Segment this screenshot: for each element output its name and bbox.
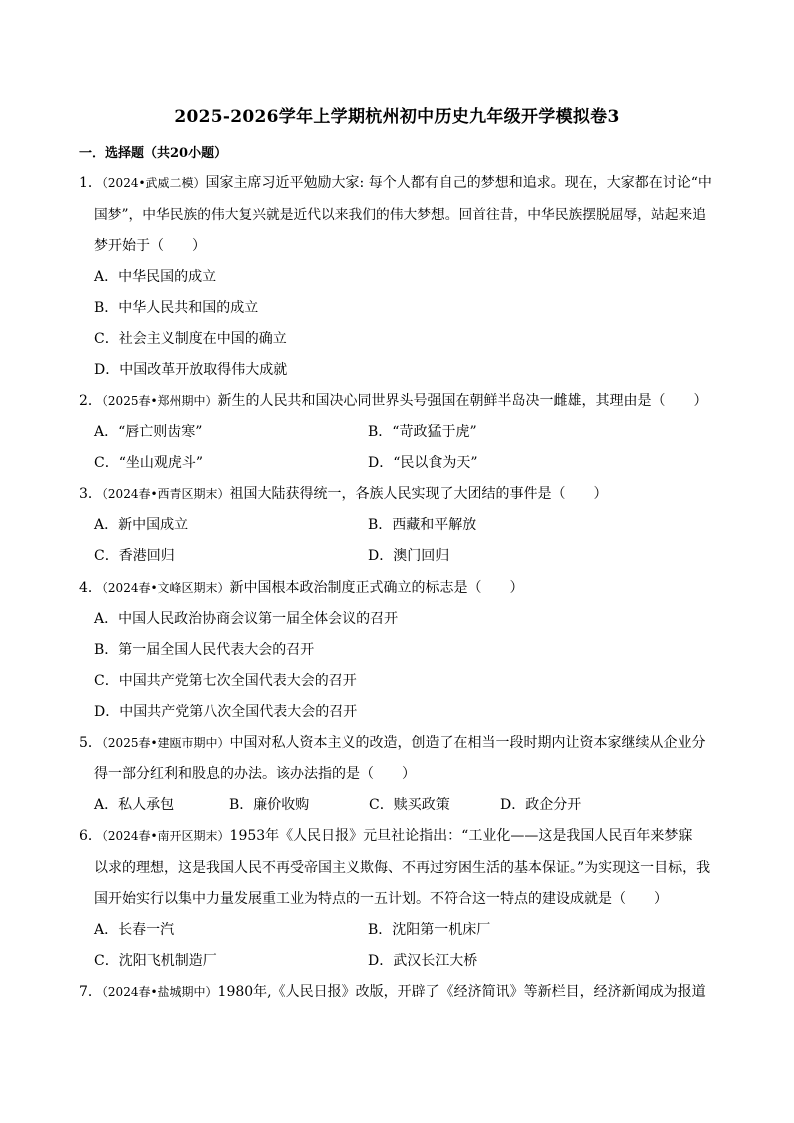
question-source: （2024•武威二模）	[101, 176, 206, 190]
question-3-option-b: B．西藏和平解放	[368, 517, 477, 533]
question-1-option-d: D．中国改革开放取得伟大成就	[94, 362, 288, 378]
question-number: 4．	[79, 580, 102, 596]
question-4-line-1: 4．（2024春•文峰区期末）新中国根本政治制度正式确立的标志是（ ）	[79, 580, 524, 596]
question-4-option-b: B．第一届全国人民代表大会的召开	[94, 642, 315, 658]
question-5-option-c: C．赎买政策	[369, 797, 450, 813]
question-number: 3．	[79, 486, 102, 502]
question-4-option-d: D．中国共产党第八次全国代表大会的召开	[94, 704, 358, 720]
question-1-option-b: B．中华人民共和国的成立	[94, 300, 259, 316]
question-6-option-a: A．长春一汽	[94, 922, 175, 938]
question-5-option-d: D．政企分开	[500, 797, 582, 813]
question-1-line-1: 1．（2024•武威二模）国家主席习近平勉励大家: 每个人都有自己的梦想和追求。现在，大家都在讨论“中	[79, 175, 712, 191]
question-7-line-1: 7．（2024春•盐城期中）1980年,《人民日报》改版，开辟了《经济简讯》等新栏目，经济新闻成为报道	[79, 984, 706, 1000]
page-title: 2025-2026学年上学期杭州初中历史九年级开学模拟卷3	[174, 107, 620, 127]
question-number: 6．	[79, 828, 102, 844]
section-heading: 一．选择题（共20小题）	[79, 146, 228, 161]
question-4-option-a: A．中国人民政治协商会议第一届全体会议的召开	[94, 611, 399, 627]
question-3-line-1: 3．（2024春•西青区期末）祖国大陆获得统一，各族人民实现了大团结的事件是（ ）	[79, 486, 608, 502]
question-source: （2024春•南开区期末）	[101, 829, 230, 843]
question-source: （2024春•盐城期中）	[101, 985, 218, 999]
question-6-line-1: 6．（2024春•南开区期末）1953年《人民日报》元旦社论指出：“工业化——这是我国人民百年来梦寐	[79, 828, 693, 844]
question-5-option-b: B．廉价收购	[229, 797, 310, 813]
question-6-option-d: D．武汉长江大桥	[368, 953, 478, 969]
question-number: 7．	[79, 984, 102, 1000]
question-source: （2024春•西青区期末）	[101, 487, 230, 501]
question-number: 5．	[79, 735, 102, 751]
question-1-option-a: A．中华民国的成立	[94, 269, 217, 285]
question-2-option-a: A．“唇亡则齿寒”	[94, 424, 203, 440]
question-6-line-3: 国开始实行以集中力量发展重工业为特点的一五计划。不符合这一特点的建设成就是（ ）	[94, 891, 668, 907]
question-2-option-d: D．“民以食为天”	[368, 455, 478, 471]
question-1-line-3: 梦开始于（ ）	[94, 238, 206, 254]
question-2-option-c: C．“坐山观虎斗”	[94, 455, 204, 471]
question-3-option-d: D．澳门回归	[368, 548, 450, 564]
question-6-option-c: C．沈阳飞机制造厂	[94, 953, 217, 969]
question-source: （2024春•文峰区期末）	[101, 581, 230, 595]
question-5-line-2: 得一部分红利和股息的办法。该办法指的是（ ）	[94, 766, 416, 782]
question-number: 1．	[79, 175, 102, 191]
question-4-option-c: C．中国共产党第七次全国代表大会的召开	[94, 673, 357, 689]
question-5-option-a: A．私人承包	[94, 797, 175, 813]
question-number: 2．	[79, 393, 102, 409]
question-1-line-2: 国梦”，中华民族的伟大复兴就是近代以来我们的伟大梦想。回首往昔，中华民族摆脱屈辱，站起来追	[94, 207, 707, 223]
question-1-option-c: C．社会主义制度在中国的确立	[94, 331, 287, 347]
question-2-line-1: 2．（2025春•郑州期中）新生的人民共和国决心同世界头号强国在朝鲜半岛决一雌雄，其理由是（ ）	[79, 393, 708, 409]
question-3-option-c: C．香港回归	[94, 548, 175, 564]
question-2-option-b: B．“苛政猛于虎”	[368, 424, 477, 440]
question-source: （2025春•郑州期中）	[101, 394, 218, 408]
question-6-option-b: B．沈阳第一机床厂	[368, 922, 491, 938]
question-3-option-a: A．新中国成立	[94, 517, 189, 533]
question-source: （2025春•建瓯市期中）	[101, 736, 230, 750]
question-5-line-1: 5．（2025春•建瓯市期中）中国对私人资本主义的改造，创造了在相当一段时期内让资本家继续从企业分	[79, 735, 706, 751]
question-6-line-2: 以求的理想，这是我国人民不再受帝国主义欺侮、不再过穷困生活的基本保证。”为实现这一目标，我	[94, 860, 711, 876]
